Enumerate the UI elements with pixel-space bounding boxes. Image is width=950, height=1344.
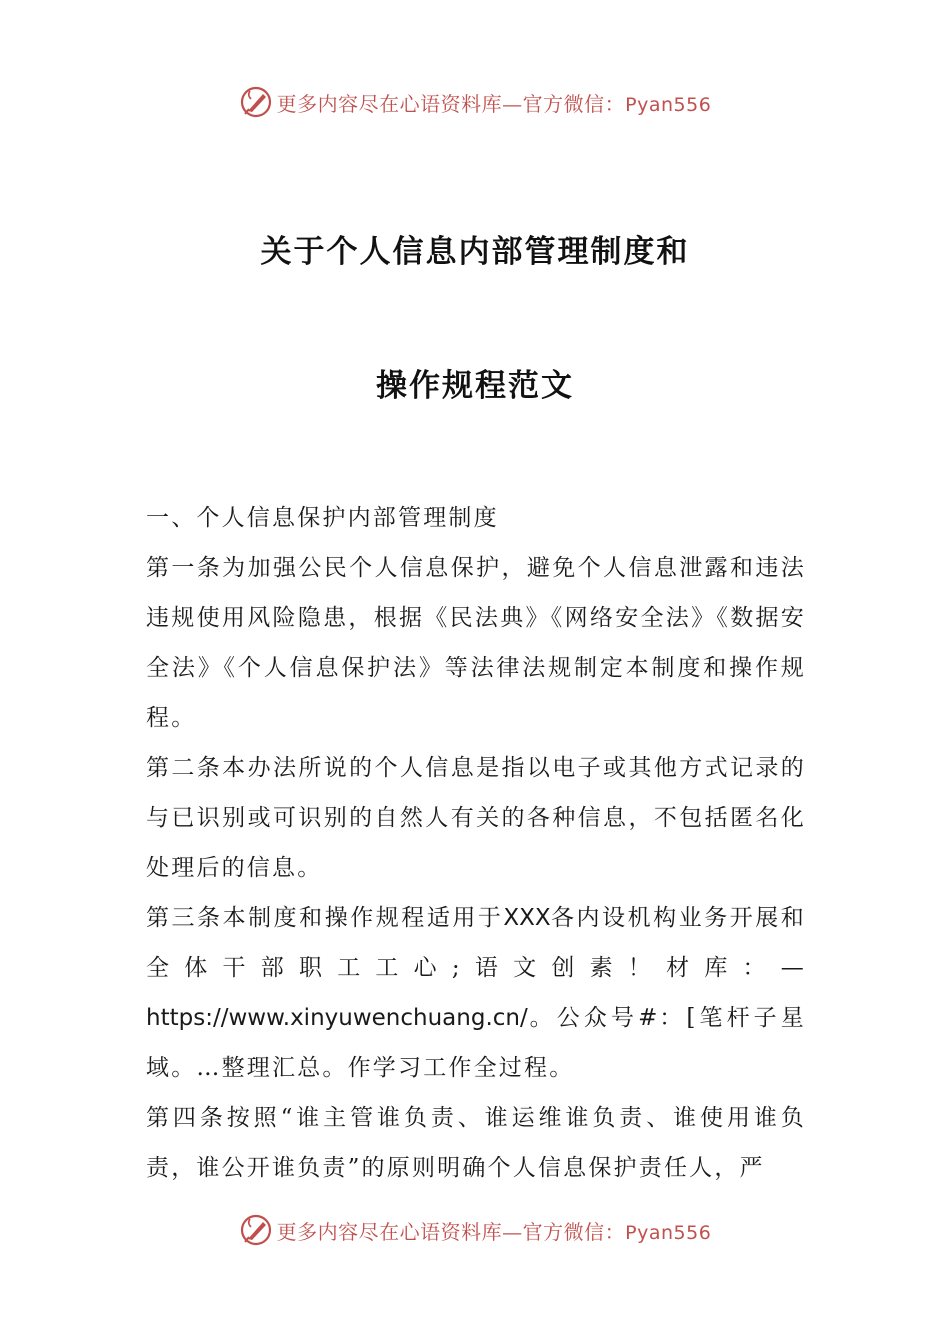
article-2: 第二条本办法所说的个人信息是指以电子或其他方式记录的与已识别或可识别的自然人有关的各种信息，不包括匿名化处理后的信息。 xyxy=(146,755,806,881)
section-heading: 一、个人信息保护内部管理制度 xyxy=(146,505,499,531)
article-3: 第三条本制度和操作规程适用于XXX各内设机构业务开展和全体干部职工工心;语文创素！材库：—https://www.xinyuwenchuang.cn/。公众号#：[笔杆子星域。…整理汇总。作学习工作全过程。 xyxy=(146,905,806,1081)
watermark-text: 更多内容尽在心语资料库—官方微信：Pyan556 xyxy=(276,91,712,116)
watermark-text: 更多内容尽在心语资料库—官方微信：Pyan556 xyxy=(276,1219,712,1244)
document-title-line2: 操作规程范文 xyxy=(376,368,574,404)
quill-pen-icon xyxy=(239,85,273,119)
quill-pen-icon xyxy=(239,1213,273,1247)
document-title-line1: 关于个人信息内部管理制度和 xyxy=(260,234,690,270)
watermark-footer xyxy=(0,1210,950,1250)
article-4: 第四条按照“谁主管谁负责、谁运维谁负责、谁使用谁负责，谁公开谁负责”的原则明确个人信息保护责任人，严 xyxy=(146,1105,806,1181)
document-body xyxy=(146,493,806,1193)
article-1: 第一条为加强公民个人信息保护，避免个人信息泄露和违法违规使用风险隐患，根据《民法典》《网络安全法》《数据安全法》《个人信息保护法》等法律法规制定本制度和操作规程。 xyxy=(146,555,806,731)
watermark-header xyxy=(0,82,950,122)
